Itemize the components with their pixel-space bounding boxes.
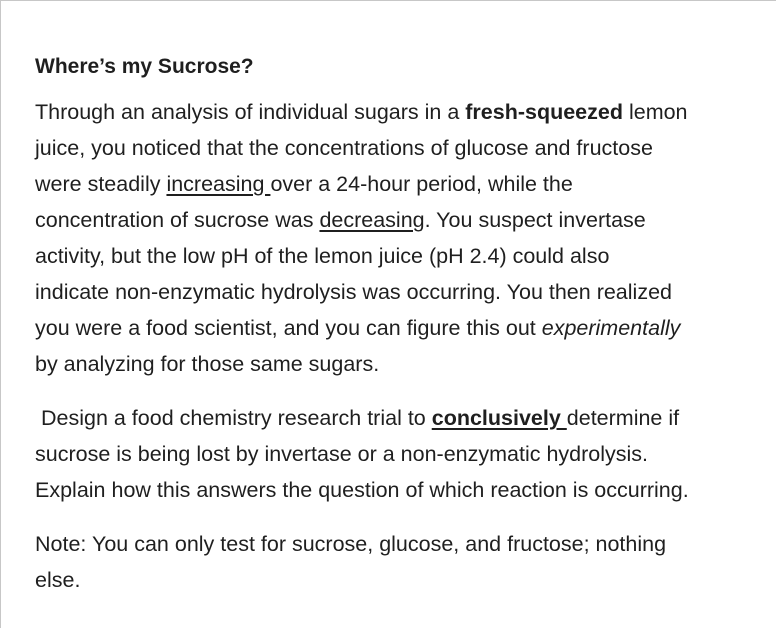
- scenario-paragraph: [35, 94, 765, 382]
- text-line: Note: You can only test for sucrose, glucose, and fructose; nothing: [35, 532, 667, 556]
- text-line: by analyzing for those same sugars.: [35, 352, 380, 376]
- underlined-text: decreasing: [319, 208, 425, 232]
- text-line: [35, 400, 765, 436]
- text-run: Design a food chemistry research trial to: [35, 406, 432, 430]
- underlined-text: increasing: [166, 172, 271, 196]
- text-line: indicate non-enzymatic hydrolysis was occurring. You then realized: [35, 280, 672, 304]
- text-line: [35, 202, 765, 238]
- bold-text: fresh-squeezed: [465, 100, 623, 124]
- question-title: Where’s my Sucrose?: [35, 55, 254, 78]
- text-run: lemon: [622, 100, 688, 124]
- text-run: over a 24-hour period, while the: [270, 172, 573, 196]
- text-run: you were a food scientist, and you can figure this out: [35, 316, 542, 340]
- question-content: [35, 51, 765, 616]
- text-line: else.: [35, 568, 81, 592]
- text-run: . You suspect invertase: [424, 208, 646, 232]
- task-paragraph: [35, 400, 765, 508]
- text-run: Through an analysis of individual sugars in a: [35, 100, 466, 124]
- bold-underlined-text: conclusively: [431, 406, 567, 430]
- text-line: Explain how this answers the question of which reaction is occurring.: [35, 478, 689, 502]
- text-run: determine if: [566, 406, 680, 430]
- text-line: juice, you noticed that the concentrations of glucose and fructose: [35, 136, 653, 160]
- text-line: [35, 94, 765, 130]
- text-line: [35, 310, 765, 346]
- text-line: sucrose is being lost by invertase or a non-enzymatic hydrolysis.: [35, 442, 649, 466]
- text-line: activity, but the low pH of the lemon juice (pH 2.4) could also: [35, 244, 610, 268]
- text-run: were steadily: [35, 172, 167, 196]
- text-line: [35, 166, 765, 202]
- note-paragraph: [35, 526, 765, 598]
- text-run: concentration of sucrose was: [35, 208, 320, 232]
- italic-text: experimentally: [541, 316, 681, 340]
